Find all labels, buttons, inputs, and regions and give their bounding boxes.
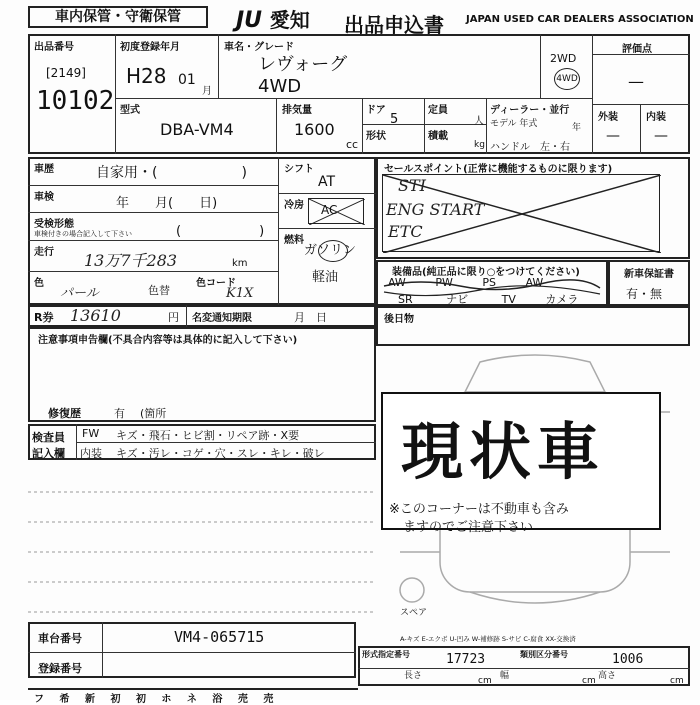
fuel-label: 燃料	[284, 235, 304, 246]
warranty-label: 新車保証書	[624, 269, 674, 280]
model-name: レヴォーグ	[258, 54, 348, 75]
rating-line2	[592, 104, 690, 105]
lot-label: 出品番号	[34, 42, 74, 53]
mileage-value: 13万7千283	[84, 251, 178, 270]
rating-label: 評価点	[622, 44, 652, 55]
history-label: 車歴	[34, 164, 54, 175]
dealer-handle: ハンドル 左・右	[490, 142, 570, 153]
chassis-divider	[102, 622, 103, 678]
first-registration-year: H28	[126, 64, 167, 88]
stamp-0: フ	[34, 694, 44, 705]
shaken-label: 車検	[34, 192, 54, 203]
stamp-2: 新	[84, 694, 95, 705]
color-change-label: 色替	[148, 284, 170, 297]
type-number-value: 17723	[446, 652, 486, 667]
disp-divider	[362, 98, 363, 154]
inspector-row2-tag: 内装	[80, 447, 102, 460]
reg-divider	[218, 34, 219, 98]
recycle-divider	[186, 305, 187, 327]
lot-sub-number: [2149]	[46, 66, 86, 80]
brand-mark: JU	[236, 8, 263, 33]
load-label: 積載	[428, 131, 448, 142]
repair-location: (箇所	[140, 407, 167, 420]
equipment-scribble	[380, 276, 604, 304]
dealer-year-unit: 年	[572, 123, 582, 133]
inspector-label1: 検査員	[32, 431, 65, 444]
brand-logo	[236, 8, 310, 33]
sales-point-title: セールスポイント	[384, 164, 464, 175]
equip-1: ナビ	[446, 293, 469, 306]
fuel-circle	[318, 240, 348, 262]
brand-suffix: 愛知	[269, 8, 310, 32]
repair-label: 修復歴	[48, 407, 81, 420]
notes-sub: (不具合内容等は具体的に記入して下さい)	[108, 335, 298, 346]
category-value: 1006	[612, 652, 644, 667]
aircon-label: 冷房	[284, 200, 304, 211]
stamp-7: 浴	[212, 694, 223, 705]
registration-label: 登録番号	[38, 662, 82, 675]
first-registration-label: 初度登録年月	[120, 42, 180, 53]
code-divider	[276, 98, 277, 154]
sales-point-sub: (正常に機能するものに限ります)	[463, 164, 613, 175]
dealer-model-year: モデル 年式	[490, 119, 538, 129]
acceptance-line	[28, 240, 278, 241]
equip-3: カメラ	[545, 293, 579, 306]
fuel-diesel: 軽油	[312, 270, 339, 285]
later-fitted-label: 後日物	[384, 314, 414, 325]
drive-divider	[540, 34, 541, 98]
model-grade: 4WD	[258, 76, 302, 97]
stamp-8: 売	[237, 694, 248, 705]
rating-divider	[592, 34, 593, 154]
dims-length-unit: cm	[478, 676, 492, 686]
recycle-unit: 円	[168, 311, 179, 324]
name-change-label: 名変通知期限	[192, 313, 252, 324]
ext-int-divider	[640, 104, 641, 154]
genjo-box	[381, 392, 661, 535]
lot-divider	[115, 34, 116, 154]
sales-line-2: ENG START	[386, 200, 485, 219]
top-row2-line	[115, 98, 592, 99]
recycle-label: R券	[34, 311, 54, 324]
equip-top-0: AW	[388, 276, 406, 289]
stamp-1: 希	[59, 694, 70, 705]
stamp-9: 売	[263, 694, 274, 705]
sales-line-3: ETC	[388, 222, 423, 241]
interior-value: —	[654, 128, 668, 144]
aircon-value: AC	[321, 203, 338, 217]
acceptance-value: ( )	[176, 224, 265, 239]
exterior-value: —	[606, 128, 620, 144]
inspector-row2-text: キズ・汚レ・コゲ・穴・スレ・キレ・破レ	[116, 447, 325, 460]
equip-top-1: PW	[435, 276, 453, 289]
stamp-6: ネ	[186, 694, 197, 705]
mid-divider	[278, 157, 279, 305]
acceptance-label: 受検形態	[34, 219, 74, 230]
history-line	[28, 185, 278, 186]
warranty-value: 有・無	[626, 287, 663, 301]
notes-label-text: 注意事項申告欄	[38, 335, 108, 346]
shaken-line	[28, 212, 278, 213]
color-value: パール	[60, 286, 99, 301]
drive-4wd	[554, 68, 580, 90]
genjo-note-1: ※このコーナーは不動車も含み	[389, 502, 569, 517]
damage-legend: A-キズ E-エクボ U-凹み W-補修跡 S-サビ C-腐食 XX-交換済	[400, 635, 576, 643]
shift-label: シフト	[284, 164, 314, 175]
dims-height: 高さ	[598, 671, 617, 681]
doors-label: ドア	[366, 105, 386, 116]
aircon-value-box	[308, 198, 364, 224]
doors-value: 5	[390, 112, 399, 127]
drive-4wd-text: 4WD	[556, 74, 578, 84]
rating-line	[592, 54, 690, 55]
capacity-label: 定員	[428, 105, 448, 116]
first-registration-month: 01	[178, 72, 196, 88]
genjo-title: 現状車	[401, 415, 606, 488]
model-code-label: 型式	[120, 105, 140, 116]
bottom-stamp-row	[28, 688, 358, 705]
dims-width-unit: cm	[582, 676, 596, 686]
acceptance-sub: 車検付きの場合記入して下さい	[34, 230, 132, 238]
capacity-unit: 人	[474, 116, 484, 127]
category-label: 類別区分番号	[520, 650, 568, 659]
inspector-row1-tag: FW	[82, 427, 100, 440]
first-registration-month-unit: 月	[202, 86, 212, 97]
displacement-label: 排気量	[282, 105, 312, 116]
stamp-4: 初	[135, 694, 146, 705]
lot-number: 10102	[36, 86, 115, 116]
mileage-unit: km	[232, 258, 248, 269]
inspector-row1-text: キズ・飛石・ヒビ割・リペア跡・X要	[116, 429, 300, 442]
sales-line-1: STI	[398, 176, 426, 195]
shift-line	[278, 193, 376, 194]
later-frame	[376, 306, 690, 346]
fuel-gasoline-text: ガソリン	[303, 243, 356, 258]
load-divider	[486, 98, 487, 154]
storage-note-box	[28, 6, 208, 28]
dealer-label: ディーラー・並行	[490, 105, 570, 116]
spare-label: スペア	[400, 608, 428, 618]
color-code-value: K1X	[226, 286, 254, 301]
shape-label: 形状	[366, 131, 386, 142]
color-label: 色	[34, 278, 44, 289]
english-title: JAPAN USED CAR DEALERS ASSOCIATION	[466, 14, 694, 25]
stamp-3: 初	[110, 694, 121, 705]
repair-value: 有	[114, 407, 125, 420]
load-unit: kg	[474, 140, 485, 150]
displacement-value: 1600	[294, 120, 335, 139]
genjo-note-2: ますのでご注意下さい	[403, 520, 534, 535]
equipment-sub: (純正品に限り○をつけてください)	[422, 267, 580, 278]
interior-label: 内装	[646, 112, 666, 123]
inspector-dashed-lines	[28, 462, 376, 622]
shaken-value: 年 月( 日)	[116, 196, 218, 211]
stamp-5: ホ	[161, 694, 172, 705]
dims-height-unit: cm	[670, 676, 684, 686]
equip-top-3: AW	[525, 276, 544, 289]
dims-length: 長さ	[404, 671, 423, 681]
mileage-line	[28, 271, 278, 272]
form-title: 出品申込書	[344, 13, 444, 37]
mileage-label: 走行	[34, 247, 54, 258]
model-code: DBA-VM4	[160, 120, 234, 139]
name-change-value: 月 日	[294, 311, 327, 324]
drive-2wd: 2WD	[550, 52, 577, 65]
sales-point-label	[384, 160, 612, 175]
equip-2: TV	[501, 293, 516, 306]
recycle-value: 13610	[70, 306, 121, 325]
chassis-label: 車台番号	[38, 632, 82, 645]
color-code-label: 色コード	[196, 278, 236, 289]
notes-label	[38, 331, 297, 346]
shift-value: AT	[318, 174, 336, 190]
dims-width: 幅	[500, 671, 510, 681]
displacement-unit: cc	[346, 138, 359, 151]
storage-note: 車内保管・守衛保管	[55, 9, 181, 25]
chassis-value: VM4-065715	[174, 628, 265, 646]
equipment-title: 装備品	[392, 267, 422, 278]
doors-divider	[424, 98, 425, 154]
equip-top-2: PS	[482, 276, 496, 289]
exterior-label: 外装	[598, 112, 618, 123]
inspector-label2: 記入欄	[32, 447, 65, 460]
chassis-midline	[28, 652, 356, 653]
history-value: 自家用・( )	[96, 165, 247, 181]
equip-0: SR	[398, 293, 413, 306]
rating-value: —	[628, 72, 644, 91]
aircon-line	[278, 228, 376, 229]
type-number-label: 形式指定番号	[362, 650, 410, 659]
model-name-label: 車名・グレード	[224, 42, 294, 53]
